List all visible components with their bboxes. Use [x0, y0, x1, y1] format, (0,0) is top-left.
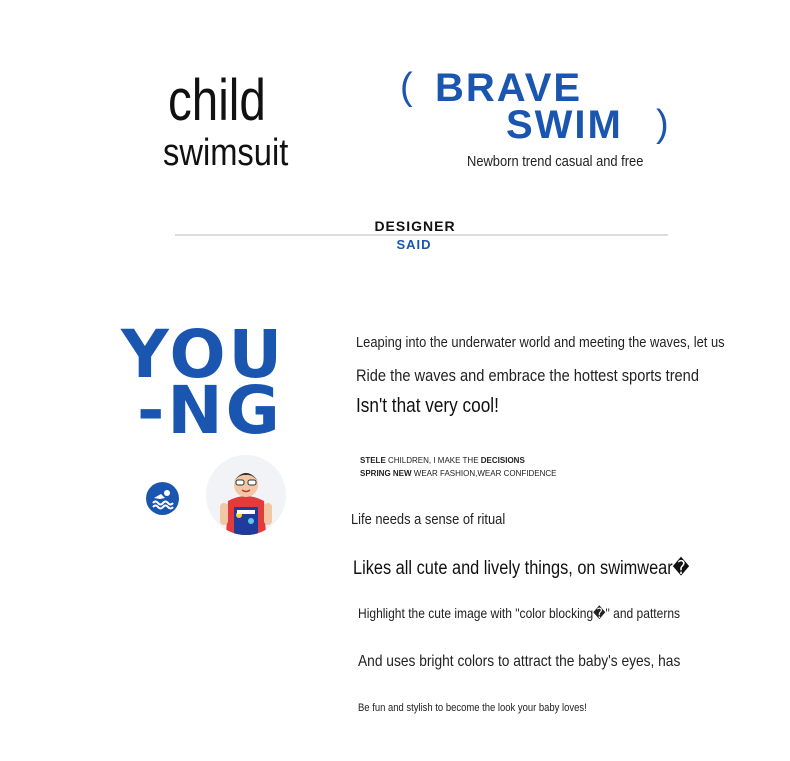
title-child: child: [168, 68, 266, 133]
brand-open-paren: (: [400, 66, 413, 108]
section-heading-designer: DESIGNER: [374, 218, 456, 234]
copy-line-3: Isn't that very cool!: [356, 395, 499, 417]
section-heading-said: SAID: [396, 237, 432, 252]
copy-line-4: Life needs a sense of ritual: [351, 511, 506, 528]
section-divider: [175, 234, 668, 236]
brand-swim: SWIM: [506, 103, 623, 147]
tagline: Newborn trend casual and free: [467, 153, 644, 170]
brand-brave: BRAVE: [435, 66, 583, 110]
small-caption-2-bold: SPRING NEW: [360, 469, 412, 478]
small-caption-1-bold-b: DECISIONS: [480, 456, 525, 465]
big-word-young-line1: YOU: [121, 316, 286, 393]
copy-line-8: Be fun and stylish to become the look your baby loves!: [358, 702, 587, 714]
copy-line-1: Leaping into the underwater world and meeting the waves, let us: [356, 334, 725, 351]
child-in-swimwear-photo: [206, 455, 286, 535]
swimmer-icon: [146, 482, 179, 515]
copy-line-7: And uses bright colors to attract the baby's eyes, has: [358, 653, 681, 670]
small-caption-2: [360, 469, 556, 478]
small-caption-2-text: WEAR FASHION,WEAR CONFIDENCE: [411, 469, 557, 478]
copy-line-6: Highlight the cute image with "color blocking�" and patterns: [358, 605, 681, 621]
small-caption-1: [360, 456, 525, 465]
copy-line-5: Likes all cute and lively things, on swimwear�: [353, 558, 690, 579]
small-caption-1-text: CHILDREN, I MAKE THE: [385, 456, 481, 465]
copy-line-2: Ride the waves and embrace the hottest sports trend: [356, 366, 699, 385]
big-word-young-line2: -NG: [137, 372, 283, 449]
brand-close-paren: ): [656, 103, 669, 145]
small-caption-1-bold-a: STELE: [360, 456, 386, 465]
title-swimsuit: swimsuit: [163, 132, 289, 174]
